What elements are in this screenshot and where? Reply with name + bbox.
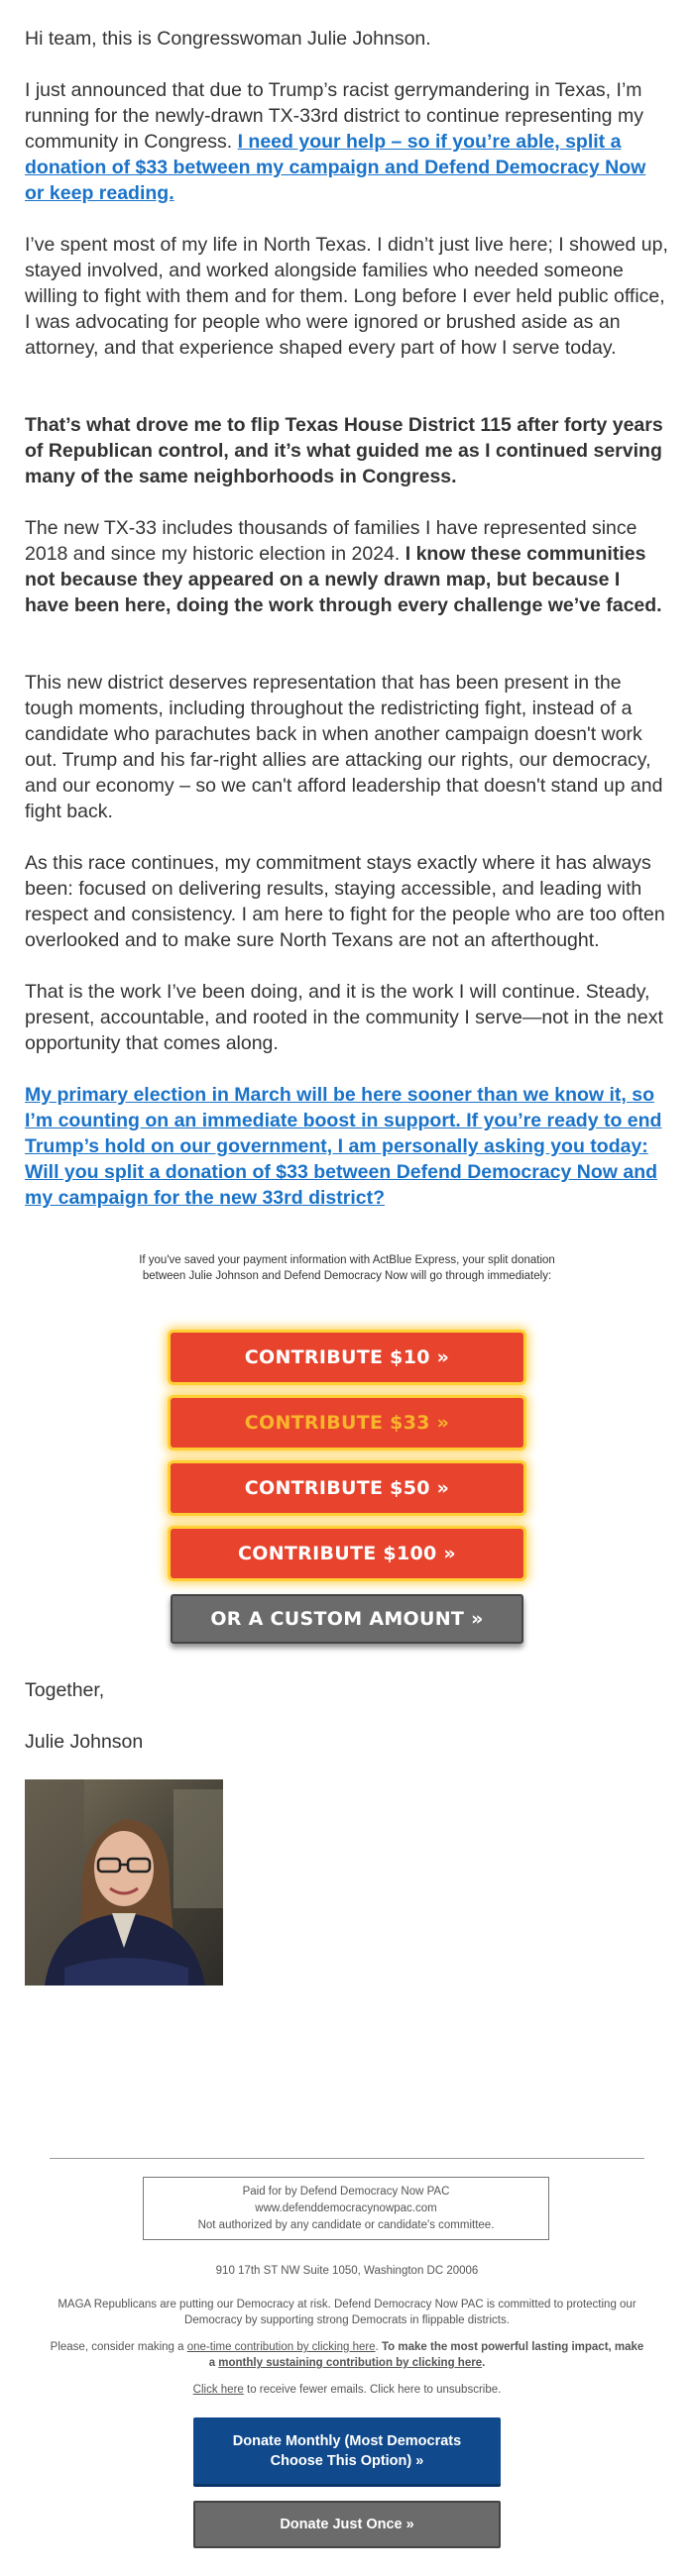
website-line[interactable]: www.defenddemocracynowpac.com — [255, 2202, 437, 2214]
portrait-illustration — [25, 1779, 223, 1986]
contribute-50-button[interactable]: CONTRIBUTE $50 » — [171, 1463, 523, 1513]
footer-address: 910 17th ST NW Suite 1050, Washington DC 20006 — [215, 2265, 479, 2277]
authorization-line: Not authorized by any candidate or candidate's committee. — [197, 2219, 495, 2231]
paid-for-box — [143, 2177, 549, 2240]
paragraph-flip-district — [25, 412, 669, 489]
fewer-emails-link[interactable]: Click here — [192, 2384, 244, 2396]
fewer-emails-text: to receive fewer emails. Click here to unsubscribe. — [243, 2384, 502, 2396]
consider-pre: Please, consider making a — [50, 2341, 187, 2353]
one-time-link[interactable]: one-time contribution by clicking here — [186, 2341, 376, 2353]
contribute-100-button[interactable]: CONTRIBUTE $100 » — [171, 1529, 523, 1578]
monthly-bold-pre: To make the most powerful lasting impact, make a — [208, 2341, 644, 2369]
candidate-photo — [25, 1779, 223, 1986]
paragraph-background: I’ve spent most of my life in North Texas. I didn’t just live here; I showed up, stayed involved, and worked alongside families who needed someone willing to fight with them and for them. Long before I ever held public office, I was advocating for people who were ignored or brushed aside as an attorney, and that experience shaped every part of how I serve today. — [25, 234, 668, 359]
flip-district-bold: That’s what drove me to flip Texas House District 115 after forty years of Republican control, and it’s what guided me as I continued serving many of the same neighborhoods in Congress. — [25, 414, 663, 487]
paragraph-commitment: As this race continues, my commitment stays exactly where it has always been: focused on delivering results, staying accessible, and leading with respect and consistency. I am here to fight for the people who are too often overlooked and to make sure North Texans are not an afterthought. — [25, 852, 665, 951]
paid-for-line: Paid for by Defend Democracy Now PAC — [242, 2186, 450, 2198]
consider-mid: . — [375, 2341, 382, 2353]
monthly-link[interactable]: monthly sustaining contribution by clicking here — [218, 2357, 483, 2369]
paragraph-new-district — [25, 515, 669, 618]
donate-link-ask[interactable]: My primary election in March will be here sooner than we know it, so I’m counting on an immediate boost in support. If you’re ready to end Trump’s hold on our government, I am personally asking you today: Will you split a donation of $33 between Defend Democracy Now and my campaign for the new 33rd district? — [25, 1084, 662, 1209]
actblue-express-note: If you've saved your payment information with ActBlue Express, your split donation between Julie Johnson and Defend Democracy Now will go through immediately: — [139, 1254, 555, 1282]
announcement-text: I just announced that due to Trump’s racist gerrymandering in Texas, I’m running for the newly-drawn TX-33rd district to continue representing my community in Congress. — [25, 79, 643, 153]
signature-name: Julie Johnson — [25, 1731, 144, 1753]
donate-once-button[interactable]: Donate Just Once » — [193, 2501, 501, 2548]
footer-mission: MAGA Republicans are putting our Democracy at risk. Defend Democracy Now PAC is committed to protecting our Democracy by supporting strong Democrats in flippable districts. — [58, 2299, 636, 2326]
new-district-text: The new TX-33 includes thousands of families I have represented since 2018 and since my historic election in 2024. — [25, 517, 637, 565]
closing: Together, — [25, 1679, 105, 1701]
donate-monthly-button[interactable]: Donate Monthly (Most Democrats Choose This Option) » — [193, 2417, 501, 2487]
donate-link-intro[interactable]: I need your help – so if you’re able, split a donation of $33 between my campaign and Defend Democracy Now or keep reading. — [25, 131, 646, 204]
paragraph-the-work: That is the work I’ve been doing, and it is the work I will continue. Steady, present, accountable, and rooted in the community I serve—not in the next opportunity that comes along. — [25, 981, 663, 1054]
paragraph-announcement — [25, 77, 669, 206]
monthly-bold-post: . — [482, 2357, 486, 2369]
paragraph-ask — [25, 1082, 669, 1211]
footer-divider — [50, 2158, 644, 2159]
contribute-33-button[interactable]: CONTRIBUTE $33 » — [171, 1398, 523, 1448]
custom-amount-button[interactable]: OR A CUSTOM AMOUNT » — [171, 1594, 523, 1644]
contribute-10-button[interactable]: CONTRIBUTE $10 » — [171, 1333, 523, 1382]
greeting: Hi team, this is Congresswoman Julie Johnson. — [25, 28, 431, 50]
paragraph-representation: This new district deserves representation that has been present in the tough moments, including throughout the redistricting fight, instead of a candidate who parachutes back in when another campaign doesn't work out. Trump and his far-right allies are attacking our rights, our democracy, and our economy – so we can't afford leadership that doesn't stand up and fight back. — [25, 672, 663, 822]
footer-email-prefs — [50, 2382, 644, 2398]
new-district-bold: I know these communities not because they appeared on a newly drawn map, but because I have been here, doing the work through every challenge we’ve faced. — [25, 543, 662, 616]
footer-consider — [50, 2339, 644, 2371]
